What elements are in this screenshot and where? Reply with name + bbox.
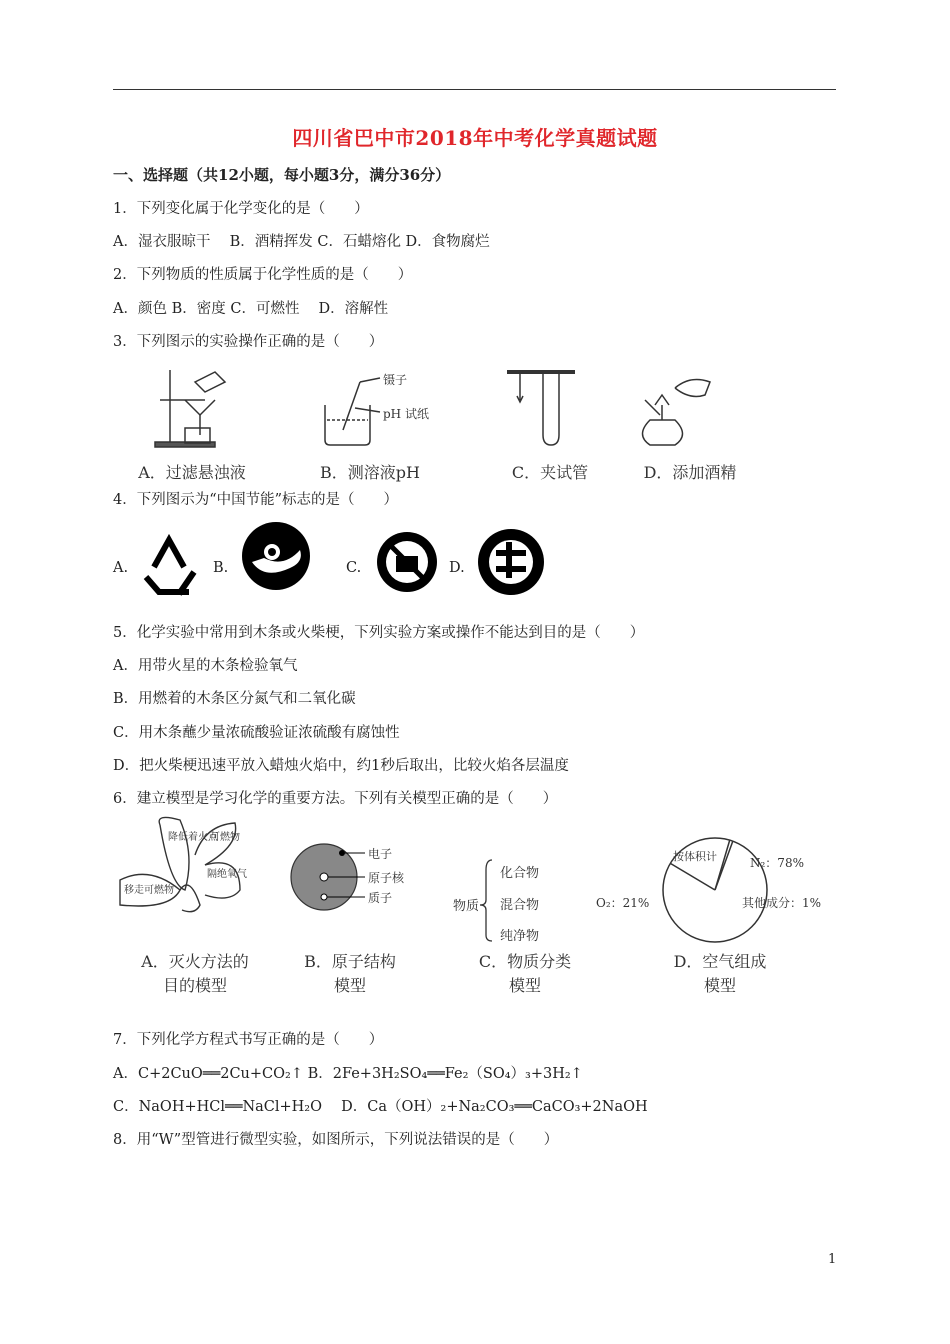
pie-label-other: 其他成分：1%: [742, 896, 822, 910]
prohibition-icon: [377, 532, 437, 592]
atom-label-proton: 质子: [368, 891, 393, 905]
pie-title: 按体积计: [673, 850, 717, 863]
question-7: 7．下列化学方程式书写正确的是（ ）: [113, 1032, 384, 1048]
test-tube-figure: [507, 372, 575, 445]
question-2: 2．下列物质的性质属于化学性质的是（ ）: [113, 267, 413, 283]
matter-label: 物质: [453, 899, 480, 914]
question-5-option-d: D．把火柴梗迅速平放入蜡烛火焰中，约1秒后取出，比较火焰各层温度: [113, 758, 569, 774]
section-heading: 一、选择题（共12小题，每小题3分，满分36分）: [113, 166, 451, 184]
q6-caption-c: [465, 950, 585, 998]
page-number: 1: [828, 1252, 837, 1267]
matter-kind-2: 混合物: [500, 898, 540, 913]
q4-label-c: C.: [346, 560, 362, 576]
matter-kind-3: 纯净物: [500, 929, 540, 944]
pie-slice-boundary-2: [715, 840, 730, 890]
question-5-option-a: A．用带火星的木条检验氧气: [113, 658, 298, 674]
question-1: 1．下列变化属于化学变化的是（ ）: [113, 201, 369, 217]
question-5: 5．化学实验中常用到木条或火柴梗，下列实验方案或操作不能达到目的是（ ）: [113, 625, 645, 641]
q4-label-a: A.: [113, 560, 129, 576]
fire-leaf-3: 隔绝氧气: [207, 869, 247, 880]
fire-leaf-4: 移走可燃物: [124, 885, 174, 896]
question-8: 8．用“W”型管进行微型实验，如图所示，下列说法错误的是（ ）: [113, 1132, 559, 1148]
q6-caption-d-line2: 模型: [703, 976, 736, 995]
matter-brace: [480, 860, 492, 941]
pie-slice-boundary-1: [670, 863, 715, 890]
matter-kind-1: 化合物: [500, 866, 540, 881]
energy-saving-icon: [478, 529, 544, 595]
atom-model-figure: [291, 844, 365, 910]
question-4: 4．下列图示为“中国节能”标志的是（ ）: [113, 492, 399, 508]
question-5-option-c: C．用木条蘸少量浓硫酸验证浓硫酸有腐蚀性: [113, 725, 400, 741]
q6-caption-c-line1: C．物质分类: [478, 952, 572, 971]
question-5-option-b: B．用燃着的木条区分氮气和二氧化碳: [113, 691, 356, 707]
alcohol-lamp-figure: [643, 380, 711, 445]
q3-caption-d: D．添加酒精: [643, 463, 737, 482]
question-6: 6．建立模型是学习化学的重要方法。下列有关模型正确的是（ ）: [113, 791, 558, 807]
atom-label-nucleus: 原子核: [368, 871, 405, 885]
q6-figures: [110, 815, 850, 945]
atom-label-electron: 电子: [368, 847, 393, 861]
q6-caption-c-line2: 模型: [508, 976, 541, 995]
q4-label-d: D.: [449, 560, 465, 576]
q3-caption-c: C．夹试管: [511, 463, 589, 482]
q6-caption-a-line1: A．灭火方法的: [141, 952, 249, 971]
ph-paper-label: pH 试纸: [383, 407, 429, 421]
q6-caption-b: [290, 950, 410, 998]
fire-leaf-2: 可燃物: [210, 832, 240, 843]
question-2-options: A．颜色 B．密度 C．可燃性 D．溶解性: [113, 301, 389, 317]
q6-caption-a-line2: 目的模型: [162, 976, 227, 995]
question-7-options-cd: C．NaOH+HCl══NaCl+H₂O D．Ca（OH）₂+Na₂CO₃══CaCO₃+2NaOH: [113, 1099, 648, 1115]
water-saving-icon: [242, 522, 310, 590]
q4-label-b: B.: [213, 560, 229, 576]
q3-caption-a: A．过滤悬浊液: [138, 463, 246, 482]
filtration-figure: [155, 370, 225, 447]
q6-caption-a: [125, 950, 265, 998]
question-3: 3．下列图示的实验操作正确的是（ ）: [113, 334, 384, 350]
q3-caption-b: B．测溶液pH: [320, 463, 420, 482]
ph-test-figure: [325, 378, 380, 445]
pie-label-o2: O₂：21%: [596, 896, 650, 910]
q4-logos: [134, 522, 554, 602]
q6-caption-b-line2: 模型: [333, 976, 366, 995]
fire-leaf-1: 降低着火点: [168, 832, 218, 843]
tweezers-label: 镊子: [383, 373, 408, 387]
recycle-icon: [146, 540, 194, 594]
q6-caption-b-line1: B．原子结构: [304, 952, 396, 971]
q6-caption-d: [660, 950, 780, 998]
pie-label-n2: N₂：78%: [750, 856, 804, 870]
page-title: 四川省巴中市2018年中考化学真题试题: [292, 126, 658, 150]
question-1-options: A．湿衣服晾干 B．酒精挥发 C．石蜡熔化 D．食物腐烂: [113, 234, 490, 250]
q6-caption-d-line1: D．空气组成: [673, 952, 767, 971]
question-7-options-ab: A．C+2CuO══2Cu+CO₂↑ B．2Fe+3H₂SO₄══Fe₂（SO₄）₃+3H₂↑: [113, 1066, 583, 1082]
header-rule: [113, 89, 836, 90]
